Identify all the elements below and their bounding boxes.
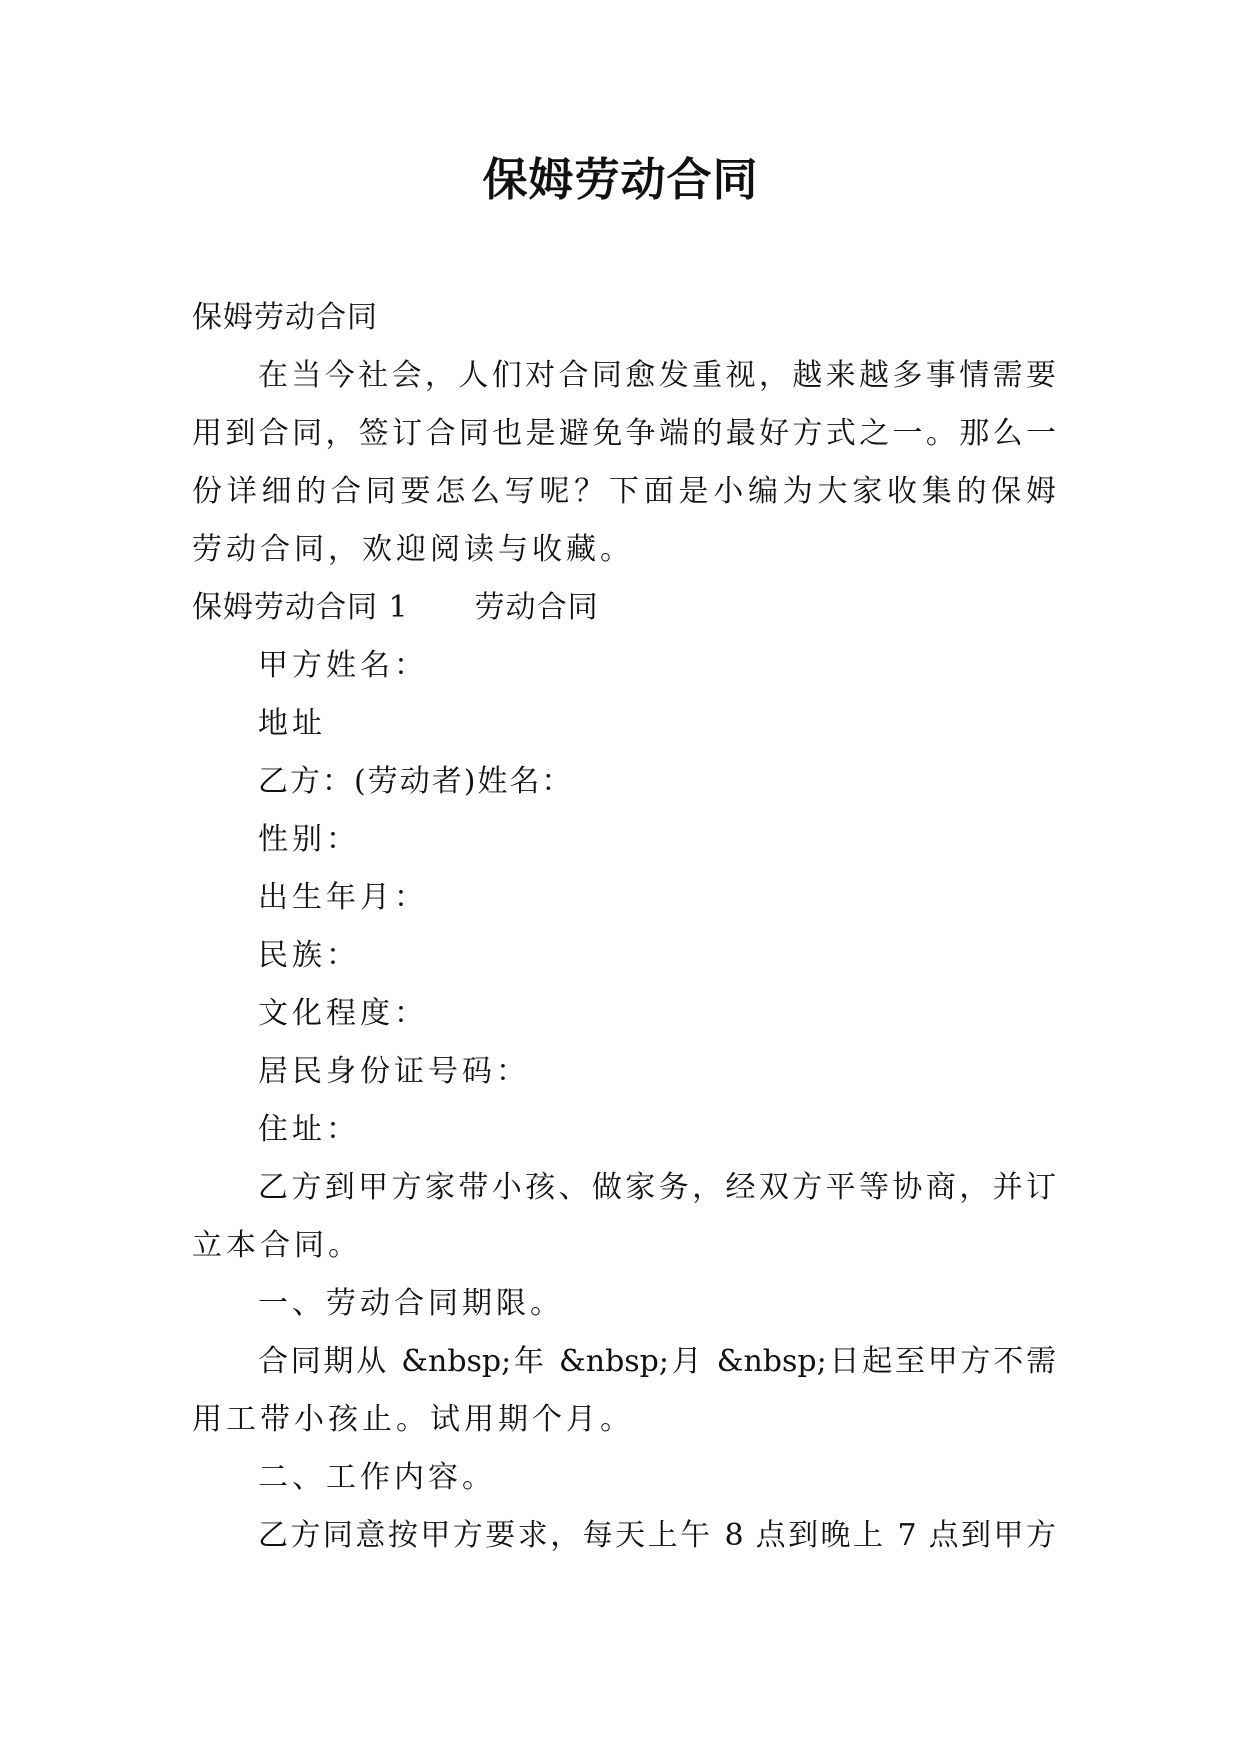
contract-subtitle: 劳动合同 [474, 590, 599, 625]
body-line: 保姆劳动合同 [192, 300, 378, 335]
field-label-gender: 性别： [258, 822, 360, 857]
body-line: 劳动合同，欢迎阅读与收藏。 [192, 532, 634, 567]
body-line: 在当今社会，人们对合同愈发重视，越来越多事情需要 [258, 358, 1056, 393]
field-label-id-number: 居民身份证号码： [258, 1054, 530, 1089]
body-line: 份详细的合同要怎么写呢？下面是小编为大家收集的保姆 [192, 474, 1056, 509]
document-body [192, 289, 1056, 1565]
body-line: 乙方同意按甲方要求，每天上午 8 点到晚上 7 点到甲方 [258, 1518, 1056, 1553]
field-label-ethnicity: 民族： [258, 938, 360, 973]
field-label-address: 地址 [258, 706, 326, 741]
document-title: 保姆劳动合同 [482, 153, 759, 206]
body-line: 合同期从 &nbsp;年 &nbsp;月 &nbsp;日起至甲方不需 [258, 1344, 1056, 1379]
body-line: 用工带小孩止。试用期个月。 [192, 1402, 634, 1437]
section-heading-line [192, 579, 1056, 637]
field-label-birth-date: 出生年月： [258, 880, 428, 915]
contract-number-label: 保姆劳动合同 1 [192, 590, 409, 625]
body-line: 用到合同，签订合同也是避免争端的最好方式之一。那么一 [192, 416, 1056, 451]
field-label-residence: 住址： [258, 1112, 360, 1147]
body-line: 立本合同。 [192, 1228, 362, 1263]
section-heading: 二、工作内容。 [258, 1460, 496, 1495]
field-label-party-b-name: 乙方：(劳动者)姓名： [258, 764, 574, 799]
section-heading: 一、劳动合同期限。 [258, 1286, 564, 1321]
field-label-party-a-name: 甲方姓名： [258, 648, 428, 683]
field-label-education: 文化程度： [258, 996, 428, 1031]
body-line: 乙方到甲方家带小孩、做家务，经双方平等协商，并订 [258, 1170, 1056, 1205]
